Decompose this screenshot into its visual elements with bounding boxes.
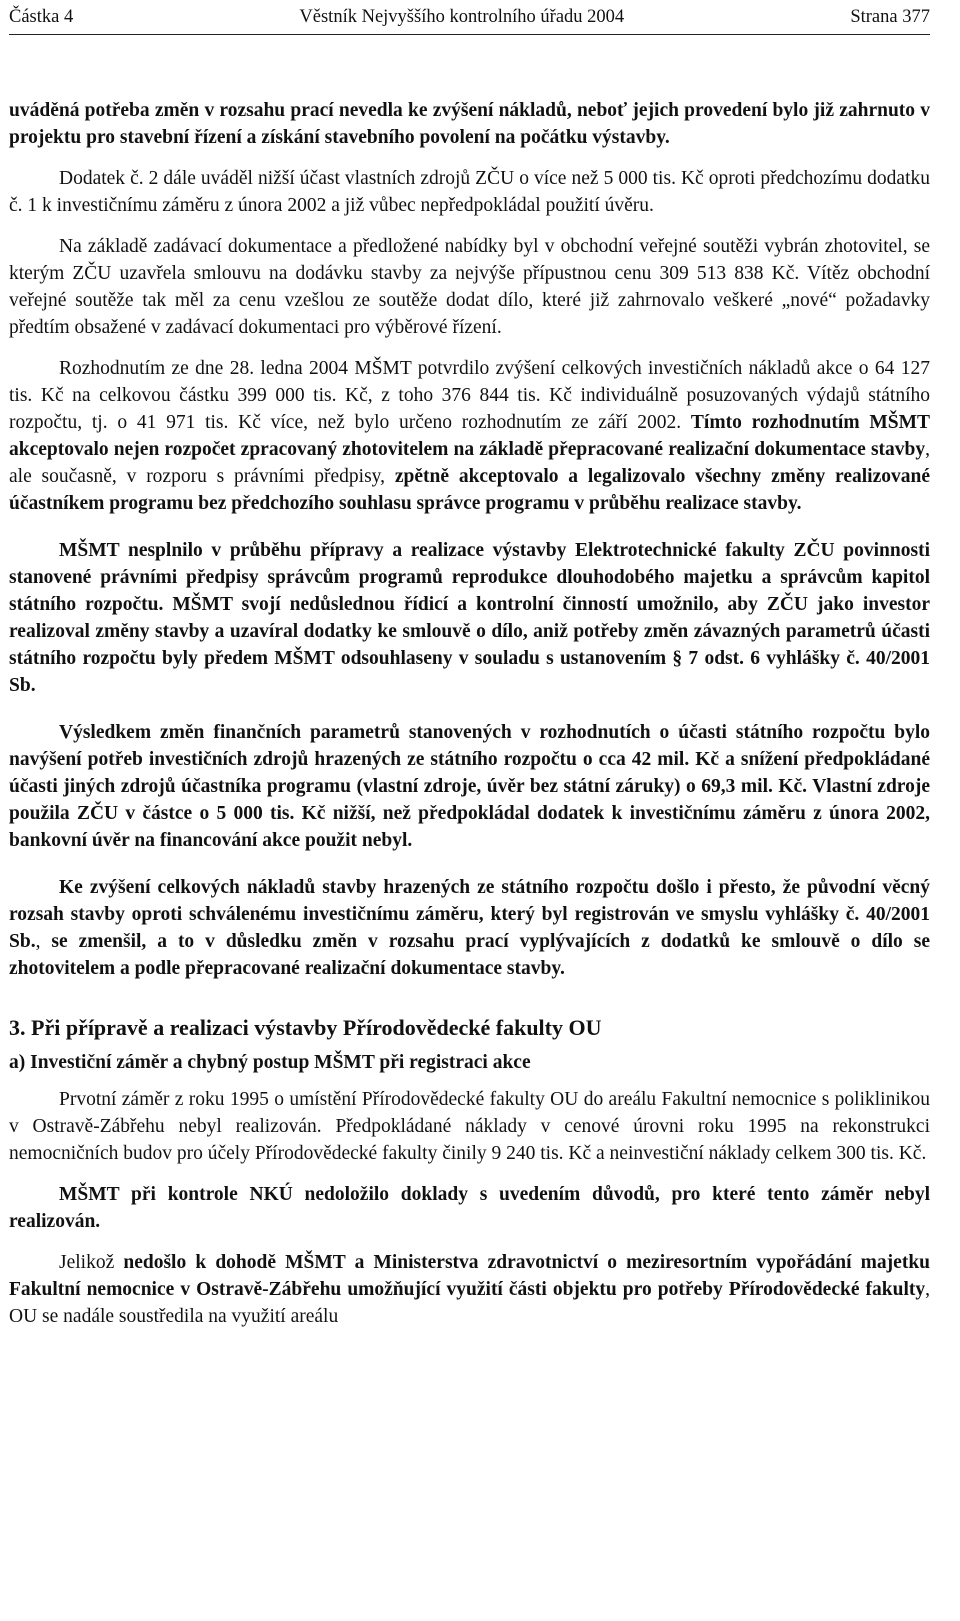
paragraph-4-bold-b: Tímto rozhodnutím MŠMT akceptovalo nejen rozpočet zpracovaný zhotovitelem na základě přepracované realizační dokumentace stavby xyxy=(9,412,930,460)
paragraph-10-text-a: Jelikož xyxy=(59,1252,124,1273)
paragraph-3: Na základě zadávací dokumentace a předložené nabídky byl v obchodní veřejné soutěži vybrán zhotovitel, se kterým ZČU uzavřela smlouvu na dodávku stavby za nejvýše přípustnou cenu 309 513 838 Kč. Vítěz obchodní veřejné soutěže tak měl za cenu vzešlou ze soutěže dodat dílo, které již zahrnovalo veškeré „nové“ požadavky předtím obsažené v zadávací dokumentaci pro výběrové řízení. xyxy=(9,236,930,338)
paragraph-7-text-b: , xyxy=(35,931,52,952)
paragraph-7 xyxy=(9,874,930,982)
header-page-number: Strana 377 xyxy=(850,7,930,27)
paragraph-1-bold: uváděná potřeba změn v rozsahu prací nevedla ke zvýšení nákladů, neboť jejich provedení bylo již zahrnuto v projektu pro stavební řízení a získání stavebního povolení na počátku výstavby. xyxy=(9,100,930,148)
document-body xyxy=(9,97,930,1330)
paragraph-7-bold-c: se zmenšil, a to v důsledku změn v rozsahu prací vyplývajících z dodatků ke smlouvě o dílo se zhotovitelem a podle přepracované realizační dokumentace stavby. xyxy=(9,931,930,979)
paragraph-4 xyxy=(9,355,930,517)
paragraph-9-bold: MŠMT při kontrole NKÚ nedoložilo doklady s uvedením důvodů, pro které tento záměr nebyl realizován. xyxy=(9,1184,930,1232)
paragraph-4-text-a: Rozhodnutím ze dne 28. ledna 2004 MŠMT potvrdilo zvýšení celkových investičních nákladů akce o 64 127 tis. Kč na celkovou částku 399 000 tis. Kč, z toho 376 844 tis. Kč individuálně posuzovaných výdajů státního rozpočtu, tj. o 41 971 tis. Kč více, než bylo určeno rozhodnutím ze září 2002. xyxy=(9,358,930,433)
header-journal-title: Věstník Nejvyššího kontrolního úřadu 2004 xyxy=(299,7,625,27)
paragraph-6-bold: Výsledkem změn finančních parametrů stanovených v rozhodnutích o účasti státního rozpočtu bylo navýšení potřeb investičních zdrojů hrazených ze státního rozpočtu o cca 42 mil. Kč a snížení předpokládané účasti jiných zdrojů účastníka programu (vlastní zdroje, úvěr bez státní záruky) o 69,3 mil. Kč. Vlastní zdroje použila ZČU v částce o 5 000 tis. Kč nižší, než předpokládal dodatek k investičnímu záměru z února 2002, bankovní úvěr na financování akce použit nebyl. xyxy=(9,722,930,851)
section-heading: 3. Při přípravě a realizaci výstavby Přírodovědecké fakulty OU xyxy=(9,1015,602,1040)
paragraph-8: Prvotní záměr z roku 1995 o umístění Přírodovědecké fakulty OU do areálu Fakultní nemocnice s poliklinikou v Ostravě-Zábřehu nebyl realizován. Předpokládané náklady v cenové úrovni roku 1995 na rekonstrukci nemocničních budov pro účely Přírodovědecké fakulty činily 9 240 tis. Kč a neinvestiční náklady celkem 300 tis. Kč. xyxy=(9,1089,930,1164)
paragraph-10-text-c: , OU se nadále soustředila na využití areálu xyxy=(9,1279,930,1327)
paragraph-7-bold-a: Ke zvýšení celkových nákladů stavby hrazených ze státního rozpočtu došlo i přesto, že původní věcný rozsah stavby oproti schválenému investičnímu záměru, který byl registrován ve smyslu vyhlášky č. 40/2001 Sb. xyxy=(9,877,930,952)
paragraph-5 xyxy=(9,537,930,699)
page-header xyxy=(9,6,930,35)
paragraph-5-bold: MŠMT nesplnilo v průběhu přípravy a realizace výstavby Elektrotechnické fakulty ZČU povinnosti stanovené právními předpisy správcům programů reprodukce dlouhodobého majetku a správcům kapitol státního rozpočtu. MŠMT svojí nedůslednou řídicí a kontrolní činností umožnilo, aby ZČU jako investor realizoval změny stavby a uzavíral dodatky ke smlouvě o dílo, aniž potřeby změn závazných parametrů účasti státního rozpočtu byly předem MŠMT odsouhlaseny v souladu s ustanovením § 7 odst. 6 vyhlášky č. 40/2001 Sb. xyxy=(9,540,930,696)
paragraph-10-bold-b: nedošlo k dohodě MŠMT a Ministerstva zdravotnictví o meziresortním vypořádání majetku Fakultní nemocnice v Ostravě-Zábřehu umožňující využití části objektu pro potřeby Přírodovědecké fakulty xyxy=(9,1252,931,1300)
paragraph-1 xyxy=(9,97,930,151)
paragraph-4-text-c: , ale současně, v rozporu s právními předpisy, xyxy=(9,439,930,487)
paragraph-2: Dodatek č. 2 dále uváděl nižší účast vlastních zdrojů ZČU o více než 5 000 tis. Kč oproti předchozímu dodatku č. 1 k investičnímu záměru z února 2002 a již vůbec nepředpokládal použití úvěru. xyxy=(9,168,930,216)
paragraph-9 xyxy=(9,1181,930,1235)
header-issue: Částka 4 xyxy=(9,7,74,27)
paragraph-4-bold-d: zpětně akceptovalo a legalizovalo všechny změny realizované účastníkem programu bez předchozího souhlasu správce programu v průběhu realizace stavby. xyxy=(9,466,930,514)
subsection-heading: a) Investiční záměr a chybný postup MŠMT při registraci akce xyxy=(9,1052,531,1073)
paragraph-10 xyxy=(9,1249,930,1330)
paragraph-6 xyxy=(9,719,930,854)
